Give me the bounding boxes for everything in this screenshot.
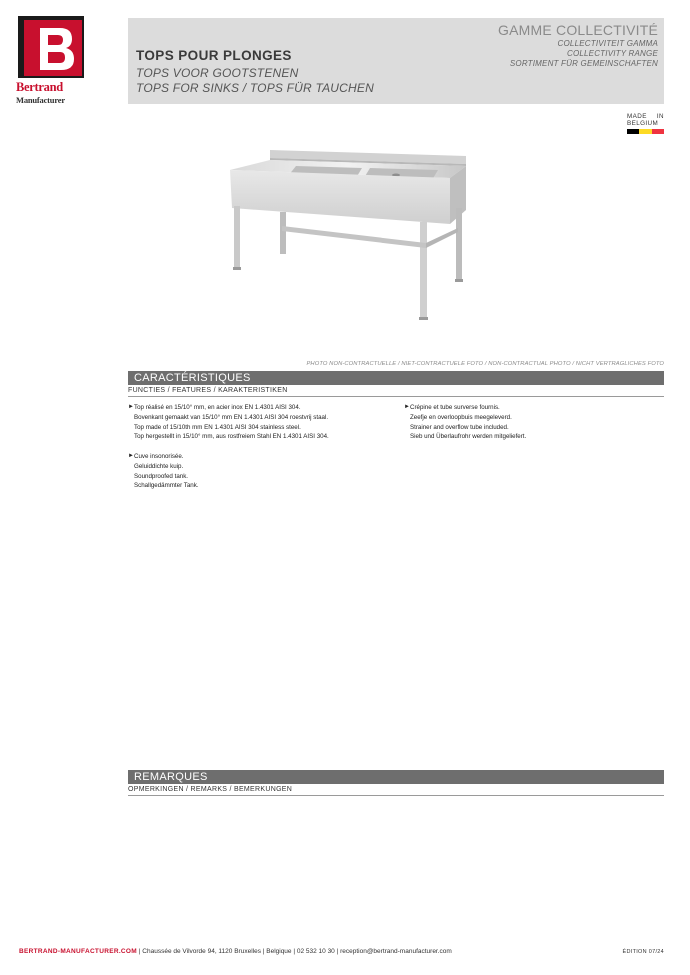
characteristics-subtitle: FUNCTIES / FEATURES / KARAKTERISTIKEN [128, 387, 288, 394]
feature-line: Schallgedämmter Tank. [134, 482, 199, 490]
feature-item [128, 403, 329, 442]
footer-address: | Chaussée de Vilvorde 94, 1120 Bruxelles | Belgique | 02 532 10 30 | reception@bertrand-manufacturer.com [137, 948, 452, 955]
header-band [128, 18, 664, 104]
subtitle-en-de: TOPS FOR SINKS / TOPS FÜR TAUCHEN [136, 81, 374, 95]
flag-yellow-stripe [639, 129, 651, 134]
feature-line: Crépine et tube surverse fournis. [410, 404, 500, 411]
footer-website-link[interactable]: BERTRAND-MANUFACTURER.COM [19, 948, 137, 955]
edition-label: ÉDITION 07/24 [622, 949, 664, 955]
feature-line: Bovenkant gemaakt van 15/10° mm EN 1.4301 AISI 304 roestvrij staal. [134, 413, 329, 421]
range-de: SORTIMENT FÜR GEMEINSCHAFTEN [509, 59, 658, 68]
made-in-belgium-badge [627, 113, 664, 134]
belgium-flag-icon [627, 129, 664, 134]
divider [128, 396, 664, 397]
feature-line: Top réalisé en 15/10° mm, en acier inox EN 1.4301 AISI 304. [134, 404, 301, 411]
flag-black-stripe [627, 129, 639, 134]
badge-country: BELGIUM [627, 120, 659, 127]
badge-made: MADE [627, 113, 647, 120]
logo-sub-text: Manufacturer [16, 95, 65, 105]
bullet-icon: ► [128, 453, 134, 459]
feature-item [128, 452, 199, 491]
feature-line: Top hergestellt in 15/10° mm, aus rostfreiem Stahl EN 1.4301 AISI 304. [134, 433, 329, 441]
feature-line: Sieb und Überlaufrohr werden mitgeliefert. [410, 433, 527, 441]
range-title: GAMME COLLECTIVITÉ [498, 22, 658, 38]
badge-in: IN [656, 113, 664, 120]
subtitle-nl: TOPS VOOR GOOTSTENEN [136, 66, 299, 80]
remarks-subtitle: OPMERKINGEN / REMARKS / BEMERKUNGEN [128, 786, 293, 793]
logo-brand-text: Bertrand [16, 80, 63, 94]
flag-red-stripe [652, 129, 664, 134]
photo-disclaimer: PHOTO NON-CONTRACTUELLE / NIET-CONTRACTUELE FOTO / NON-CONTRACTUAL PHOTO / NICHT VERTRAGLICHES FOTO [306, 361, 664, 367]
feature-line: Cuve insonorisée. [134, 453, 184, 460]
feature-line: Zeefje en overloopbuis meegeleverd. [410, 413, 512, 421]
range-en: COLLECTIVITY RANGE [566, 49, 658, 58]
bullet-icon: ► [128, 404, 134, 410]
feature-line: Strainer and overflow tube included. [410, 423, 509, 431]
feature-line: Soundproofed tank. [134, 472, 189, 480]
logo-mark-icon [16, 14, 88, 80]
range-nl: COLLECTIVITEIT GAMMA [557, 39, 658, 48]
feature-item [404, 403, 527, 442]
bullet-icon: ► [404, 404, 410, 410]
feature-line: Geluiddichte kuip. [134, 462, 184, 470]
divider [128, 795, 664, 796]
page-title: TOPS POUR PLONGES [136, 48, 292, 63]
footer [19, 948, 452, 955]
characteristics-heading: CARACTÉRISTIQUES [128, 371, 664, 385]
feature-line: Top made of 15/10th mm EN 1.4301 AISI 304 stainless steel. [134, 423, 301, 431]
remarks-heading: REMARQUES [128, 770, 664, 784]
product-image [210, 148, 480, 326]
brand-logo [16, 14, 88, 108]
